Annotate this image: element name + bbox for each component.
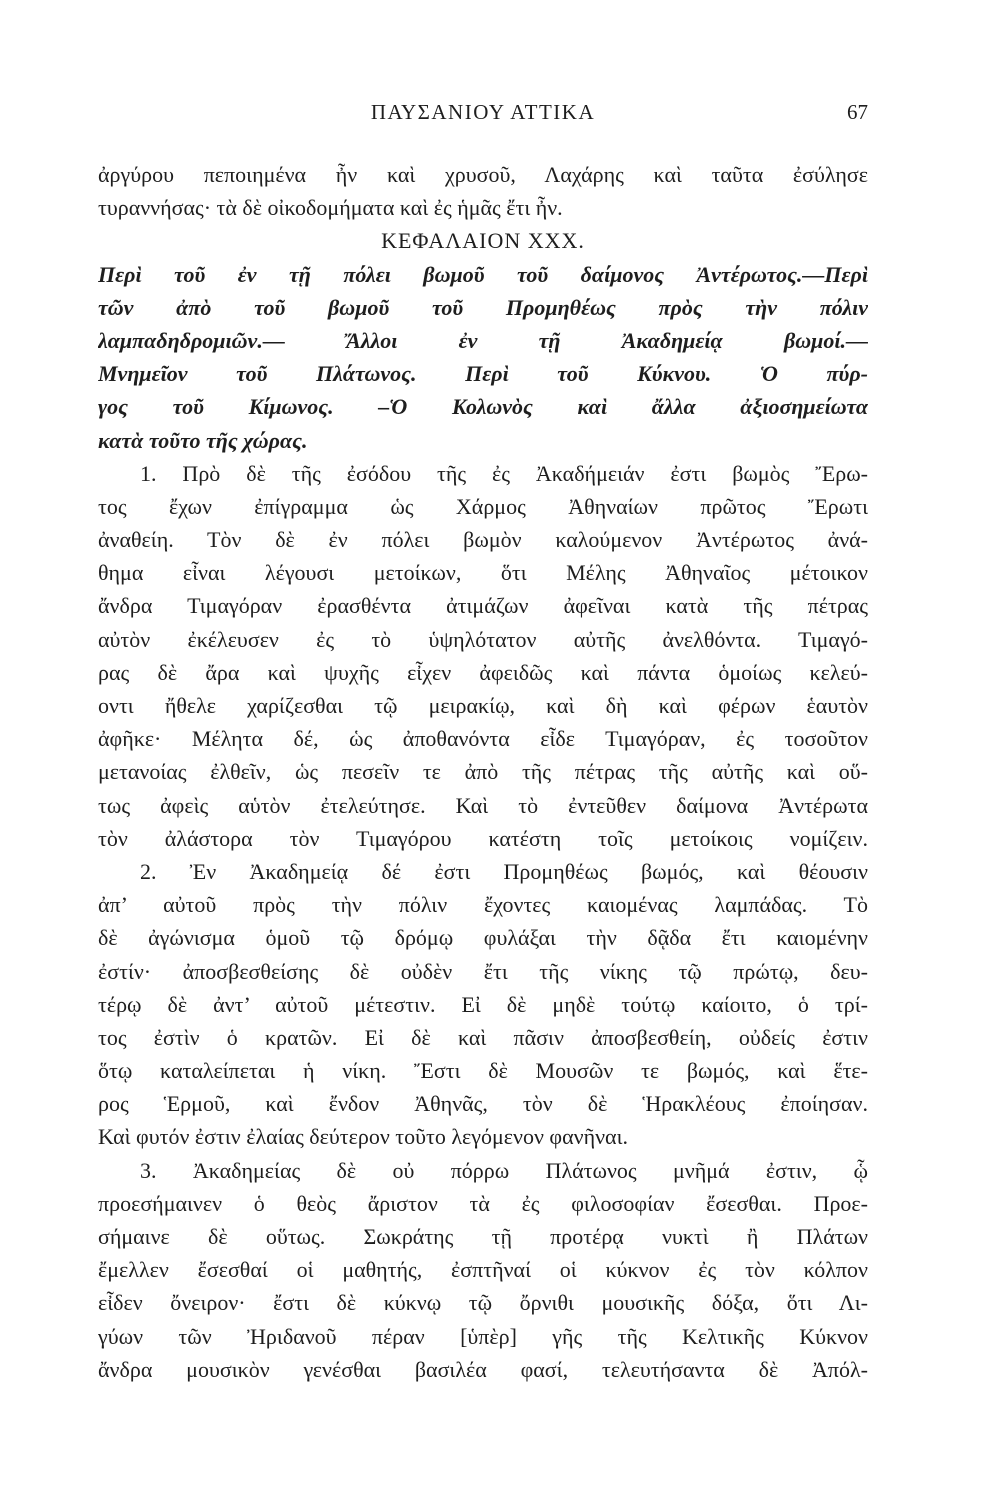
text-line: μετανοίας ἐλθεῖν, ὡς πεσεῖν τε ἀπὸ τῆς πέτρας τῆς αὐτῆς καὶ οὕ- <box>98 759 868 785</box>
text-line: τυραννήσας· τὰ δὲ οἰκοδομήματα καὶ ἐς ἡμᾶς ἔτι ἦν. <box>98 195 563 221</box>
section-1-start: 1. Πρὸ δὲ τῆς ἐσόδου τῆς ἐς Ἀκαδήμειάν ἐστι βωμὸς Ἔρω- <box>140 460 868 486</box>
text-line: ἀργύρου πεποιημένα ἦν καὶ χρυσοῦ, Λαχάρης καὶ ταῦτα ἐσύλησε <box>98 162 868 187</box>
text-line: τως ἀφεὶς αὑτὸν ἐτελεύτησε. Καὶ τὸ ἐντεῦθεν δαίμονα Ἀντέρωτα <box>98 792 868 818</box>
text-line: ὅτῳ καταλείπεται ἡ νίκη. Ἔστι δὲ Μουσῶν τε βωμός, καὶ ἕτε- <box>98 1058 868 1084</box>
text-line: ἄνδρα Τιμαγόραν ἐρασθέντα ἀτιμάζων ἀφεῖναι κατὰ τῆς πέτρας <box>98 593 868 619</box>
chapter-summary-line: κατὰ τοῦτο τῆς χώρας. <box>98 427 308 453</box>
text-line: γύων τῶν Ἠριδανοῦ πέραν [ὑπὲρ] γῆς τῆς Κελτικῆς Κύκνον <box>98 1323 868 1349</box>
text-line: ἔμελλεν ἔσεσθαί οἱ μαθητής, ἐσπτῆναί οἱ κύκνον ἐς τὸν κόλπον <box>98 1257 868 1283</box>
text-line: Καὶ φυτόν ἐστιν ἐλαίας δεύτερον τοῦτο λεγόμενον φανῆναι. <box>98 1124 628 1150</box>
text-line: ρας δὲ ἄρα καὶ ψυχῆς εἶχεν ἀφειδῶς καὶ πάντα ὁμοίως κελεύ- <box>98 659 868 685</box>
text-line: δὲ ἀγώνισμα ὁμοῦ τῷ δρόμῳ φυλάξαι τὴν δᾷδα ἔτι καιομένην <box>98 925 868 951</box>
page-number: 67 <box>847 100 868 124</box>
text-line: ρος Ἑρμοῦ, καὶ ἔνδον Ἀθηνᾶς, τὸν δὲ Ἡρακλέους ἐποίησαν. <box>98 1091 868 1117</box>
text-line: τὸν ἀλάστορα τὸν Τιμαγόρου κατέστη τοῖς μετοίκοις νομίζειν. <box>98 825 868 851</box>
chapter-heading: ΚΕΦΑΛΑΙΟΝ XXX. <box>381 228 585 254</box>
chapter-summary-line: τῶν ἀπὸ τοῦ βωμοῦ τοῦ Προμηθέως πρὸς τὴν πόλιν <box>98 294 868 320</box>
text-line: ἀφῆκε· Μέλητα δέ, ὡς ἀποθανόντα εἶδε Τιμαγόραν, ἐς τοσοῦτον <box>98 726 868 752</box>
running-title: ΠΑΥΣΑΝΙΟΥ ΑΤΤΙΚΑ <box>370 100 596 124</box>
text-line: ἐστίν· ἀποσβεσθείσης δὲ οὐδὲν ἔτι τῆς νίκης τῷ πρώτῳ, δευ- <box>98 958 868 984</box>
running-head <box>98 100 868 130</box>
text-line: ἀναθείη. Τὸν δὲ ἐν πόλει βωμὸν καλούμενον Ἀντέρωτος ἀνά- <box>98 527 868 553</box>
body-text <box>98 158 868 1386</box>
section-3-start: 3. Ἀκαδημείας δὲ οὐ πόρρω Πλάτωνος μνῆμά ἐστιν, ᾧ <box>140 1157 868 1183</box>
chapter-summary-line: Περὶ τοῦ ἐν τῇ πόλει βωμοῦ τοῦ δαίμονος Ἀντέρωτος.—Περὶ <box>98 261 868 287</box>
text-line: σήμαινε δὲ οὕτως. Σωκράτης τῇ προτέρᾳ νυκτὶ ἢ Πλάτων <box>98 1224 868 1249</box>
chapter-summary-line: λαμπαδηδρομιῶν.— Ἄλλοι ἐν τῇ Ἀκαδημείᾳ βωμοί.— <box>98 327 868 353</box>
text-line: τος ἔχων ἐπίγραμμα ὡς Χάρμος Ἀθηναίων πρῶτος Ἔρωτι <box>98 493 868 519</box>
text-line: εἶδεν ὄνειρον· ἔστι δὲ κύκνῳ τῷ ὄρνιθι μουσικῆς δόξα, ὅτι Λι- <box>98 1290 868 1316</box>
text-line: τέρῳ δὲ ἀντ’ αὐτοῦ μέτεστιν. Εἰ δὲ μηδὲ τούτῳ καίοιτο, ὁ τρί- <box>98 991 868 1017</box>
text-line: αὐτὸν ἐκέλευσεν ἐς τὸ ὑψηλότατον αὐτῆς ἀνελθόντα. Τιμαγό- <box>98 626 868 652</box>
chapter-summary-line: Μνημεῖον τοῦ Πλάτωνος. Περὶ τοῦ Κύκνου. Ὁ πύρ- <box>98 361 868 387</box>
text-line: θημα εἶναι λέγουσι μετοίκων, ὅτι Μέλης Ἀθηναῖος μέτοικον <box>98 560 868 586</box>
chapter-summary-line: γος τοῦ Κίμωνος. –Ὁ Κολωνὸς καὶ ἄλλα ἀξιοσημείωτα <box>98 394 868 420</box>
text-line: προεσήμαινεν ὁ θεὸς ἄριστον τὰ ἐς φιλοσοφίαν ἔσεσθαι. Προε- <box>98 1190 868 1216</box>
text-line: ἀπ’ αὐτοῦ πρὸς τὴν πόλιν ἔχοντες καιομένας λαμπάδας. Τὸ <box>98 892 868 918</box>
text-line: οντι ἤθελε χαρίζεσθαι τῷ μειρακίῳ, καὶ δὴ καὶ φέρων ἑαυτὸν <box>98 693 868 718</box>
text-line: ἄνδρα μουσικὸν γενέσθαι βασιλέα φασί, τελευτήσαντα δὲ Ἀπόλ- <box>98 1356 868 1382</box>
text-line: τος ἐστὶν ὁ κρατῶν. Εἰ δὲ καὶ πᾶσιν ἀποσβεσθείη, οὐδείς ἐστιν <box>98 1024 868 1050</box>
section-2-start: 2. Ἐν Ἀκαδημείᾳ δέ ἐστι Προμηθέως βωμός, καὶ θέουσιν <box>140 858 868 884</box>
